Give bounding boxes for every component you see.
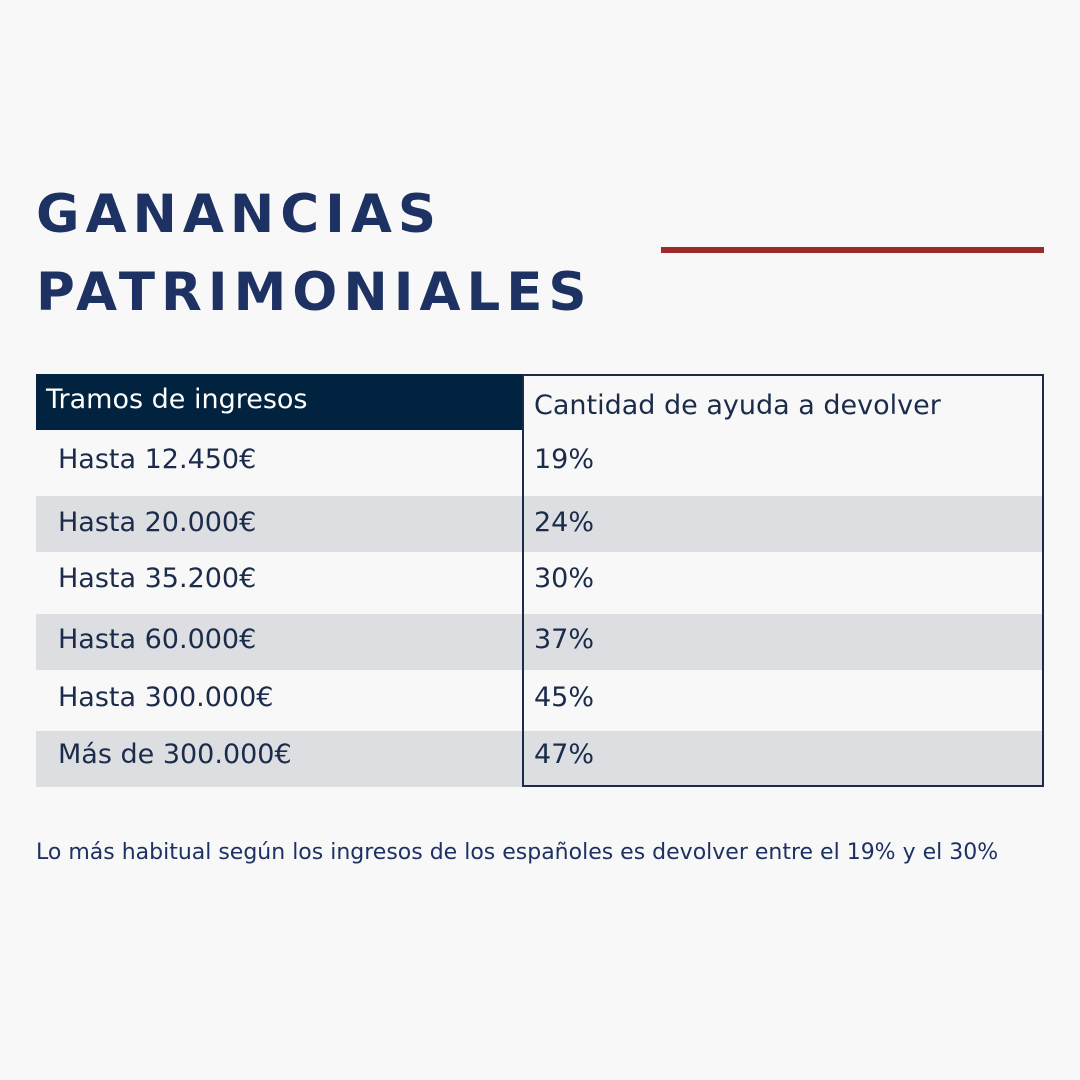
rate-cell: 24% xyxy=(534,507,595,538)
bracket-cell: Hasta 35.200€ xyxy=(58,563,257,594)
bracket-cell: Hasta 20.000€ xyxy=(58,507,257,538)
bracket-cell: Más de 300.000€ xyxy=(58,739,292,770)
rate-cell: 47% xyxy=(534,739,595,770)
header-income-brackets: Tramos de ingresos xyxy=(36,374,522,430)
income-brackets-table xyxy=(36,374,1044,787)
rate-column-border xyxy=(522,374,1044,787)
bracket-cell: Hasta 60.000€ xyxy=(58,624,257,655)
title-line-2: PATRIMONIALES xyxy=(36,262,593,323)
rate-cell: 45% xyxy=(534,682,595,713)
rate-cell: 19% xyxy=(534,444,595,475)
rate-cell: 37% xyxy=(534,624,595,655)
title-line-1: GANANCIAS xyxy=(36,184,443,245)
bracket-cell: Hasta 300.000€ xyxy=(58,682,274,713)
accent-divider xyxy=(661,247,1044,253)
page-title xyxy=(36,176,593,332)
header-amount-to-return: Cantidad de ayuda a devolver xyxy=(534,390,941,421)
bracket-cell: Hasta 12.450€ xyxy=(58,444,257,475)
rate-cell: 30% xyxy=(534,563,595,594)
footnote: Lo más habitual según los ingresos de los españoles es devolver entre el 19% y el 30% xyxy=(36,840,999,865)
